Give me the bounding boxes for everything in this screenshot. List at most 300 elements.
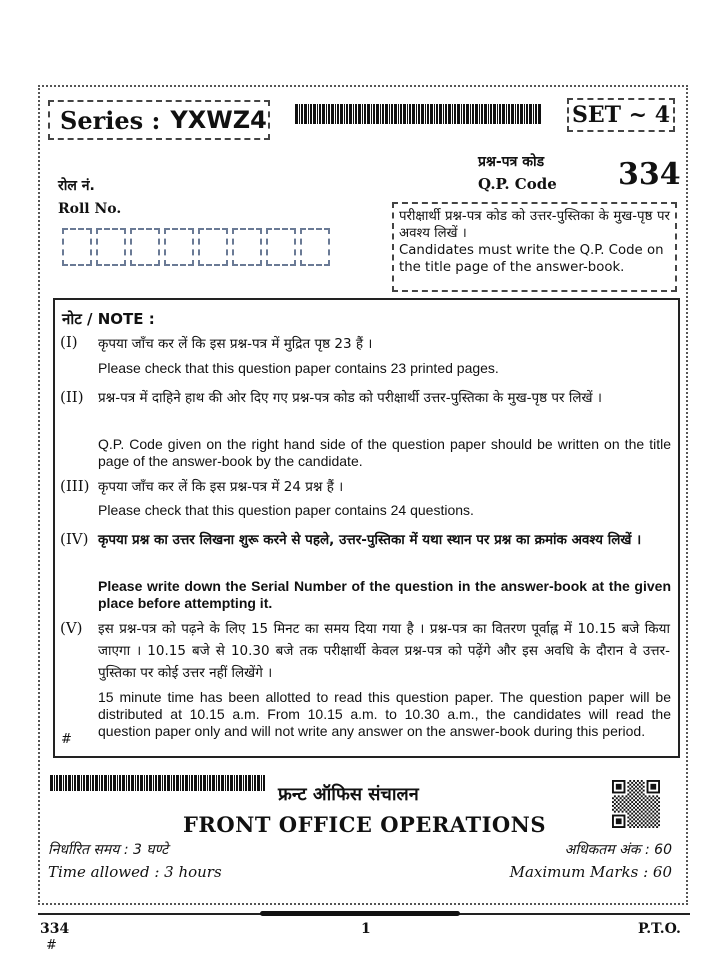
qr-module — [622, 799, 624, 801]
qr-module — [654, 813, 656, 815]
barcode-bar — [207, 775, 208, 791]
qr-module — [639, 813, 641, 815]
qr-module — [633, 807, 635, 809]
qr-module — [650, 809, 652, 811]
qr-module — [637, 780, 639, 782]
barcode-bar — [425, 104, 426, 124]
barcode-bar — [434, 104, 435, 124]
qr-module — [639, 801, 641, 803]
barcode-bar — [68, 775, 71, 791]
barcode-bar — [499, 104, 501, 124]
qr-module — [620, 801, 622, 803]
qr-module — [624, 801, 626, 803]
qr-module — [631, 801, 633, 803]
series-label: Series : — [60, 105, 161, 135]
qr-module — [656, 815, 658, 817]
barcode-bar — [511, 104, 514, 124]
qr-module — [645, 799, 647, 801]
barcode-bar — [439, 104, 442, 124]
qr-module — [629, 807, 631, 809]
barcode-bar — [131, 775, 134, 791]
qr-module — [645, 807, 647, 809]
qr-module — [612, 805, 614, 807]
qr-module — [631, 805, 633, 807]
series-value: YXWZ4 — [170, 106, 267, 134]
qr-module — [658, 824, 660, 826]
qr-module — [650, 824, 652, 826]
barcode-bar — [227, 775, 229, 791]
qr-module — [631, 813, 633, 815]
barcode-bar — [454, 104, 456, 124]
qr-module — [647, 801, 649, 803]
barcode-bar — [310, 104, 312, 124]
qr-module — [635, 824, 637, 826]
barcode-bar — [463, 104, 465, 124]
qr-module — [650, 784, 656, 790]
qr-module — [639, 820, 641, 822]
barcode-bar — [427, 104, 429, 124]
qr-module — [641, 807, 643, 809]
barcode-bar — [81, 775, 82, 791]
note-item-english: 15 minute time has been allotted to read this question paper. The question paper will be distributed at 10.15 a.m. From 10.15 a.m. to 10.30 a.m., the candidates will read the question paper only and will not write any answer on the answer-book during this period. — [98, 689, 671, 739]
qr-module — [627, 793, 629, 795]
qr-module — [639, 816, 641, 818]
qr-module — [648, 822, 650, 824]
barcode-bar — [135, 775, 136, 791]
qr-module — [656, 807, 658, 809]
barcode-bar — [212, 775, 215, 791]
barcode-bar — [218, 775, 220, 791]
barcode-bar — [389, 104, 390, 124]
qr-module — [633, 822, 635, 824]
qr-module — [641, 795, 643, 797]
barcode-bar — [50, 775, 53, 791]
barcode-bar — [167, 775, 170, 791]
qr-module — [652, 803, 654, 805]
qr-module — [612, 797, 614, 799]
qr-module — [650, 816, 652, 818]
qr-module — [648, 818, 650, 820]
qr-module — [637, 815, 639, 817]
barcode-bar — [90, 775, 91, 791]
top-barcode — [295, 104, 542, 124]
qr-module — [641, 815, 643, 817]
barcode-bar — [328, 104, 330, 124]
barcode-bar — [481, 104, 483, 124]
qr-module — [641, 811, 643, 813]
barcode-bar — [506, 104, 507, 124]
barcode-bar — [493, 104, 496, 124]
qr-module — [650, 813, 652, 815]
barcode-bar — [245, 775, 247, 791]
barcode-bar — [340, 104, 343, 124]
qr-module — [629, 784, 631, 786]
barcode-bar — [319, 104, 321, 124]
barcode-bar — [385, 104, 388, 124]
barcode-bar — [394, 104, 397, 124]
barcode-bar — [373, 104, 375, 124]
barcode-bar — [326, 104, 327, 124]
barcode-bar — [508, 104, 510, 124]
barcode-bar — [155, 775, 157, 791]
barcode-bar — [322, 104, 325, 124]
qr-module — [635, 793, 637, 795]
roll-digit-box[interactable] — [62, 228, 92, 266]
barcode-bar — [144, 775, 145, 791]
qr-module — [633, 803, 635, 805]
qr-module — [633, 795, 635, 797]
qr-module — [629, 799, 631, 801]
barcode-bar — [261, 775, 262, 791]
barcode-bar — [137, 775, 139, 791]
barcode-bar — [421, 104, 424, 124]
barcode-bar — [54, 775, 55, 791]
qr-module — [635, 786, 637, 788]
barcode-bar — [119, 775, 121, 791]
qr-module — [627, 824, 629, 826]
qr-module — [625, 795, 627, 797]
qr-module — [633, 818, 635, 820]
qr-module — [629, 815, 631, 817]
qr-module — [658, 813, 660, 815]
qr-module — [639, 782, 641, 784]
barcode-bar — [263, 775, 265, 791]
qr-module — [616, 784, 622, 790]
barcode-bar — [391, 104, 393, 124]
qr-module — [618, 795, 620, 797]
barcode-bar — [216, 775, 217, 791]
qr-module — [633, 792, 635, 794]
roll-digit-box[interactable] — [300, 228, 330, 266]
qr-module — [645, 811, 647, 813]
qr-module — [654, 809, 656, 811]
note-title: नोट / NOTE : — [62, 310, 155, 328]
qr-module — [650, 805, 652, 807]
set-box — [567, 98, 675, 132]
qr-module — [629, 811, 631, 813]
qr-module — [641, 822, 643, 824]
barcode-bar — [472, 104, 474, 124]
time-allowed: Time allowed : 3 hours — [48, 863, 222, 881]
note-item-number: (I) — [60, 333, 78, 351]
barcode-bar — [335, 104, 336, 124]
barcode-bar — [517, 104, 519, 124]
barcode-bar — [189, 775, 190, 791]
barcode-bar — [362, 104, 363, 124]
qr-module — [645, 815, 647, 817]
qr-module — [645, 803, 647, 805]
qr-module — [635, 790, 637, 792]
barcode-bar — [191, 775, 193, 791]
qr-module — [612, 809, 614, 811]
qr-module — [641, 784, 643, 786]
qr-module — [618, 803, 620, 805]
qr-module — [616, 805, 618, 807]
barcode-bar — [436, 104, 438, 124]
qr-module — [637, 826, 639, 828]
barcode-bar — [63, 775, 64, 791]
qr-module — [631, 797, 633, 799]
barcode-bar — [538, 104, 541, 124]
qr-module — [629, 803, 631, 805]
qr-module — [647, 809, 649, 811]
barcode-bar — [502, 104, 505, 124]
qr-module — [625, 799, 627, 801]
qr-module — [637, 788, 639, 790]
barcode-bar — [56, 775, 58, 791]
qp-code-instruction-box — [392, 202, 677, 292]
page-number: 1 — [361, 921, 371, 937]
barcode-bar — [367, 104, 370, 124]
barcode-bar — [176, 775, 179, 791]
qr-module — [658, 816, 660, 818]
barcode-bar — [371, 104, 372, 124]
qr-module — [627, 797, 629, 799]
qr-module — [631, 824, 633, 826]
barcode-bar — [153, 775, 154, 791]
barcode-bar — [248, 775, 251, 791]
qr-module — [656, 811, 658, 813]
barcode-bar — [236, 775, 238, 791]
barcode-bar — [344, 104, 345, 124]
qr-module — [652, 807, 654, 809]
qp-code-value: 334 — [618, 157, 681, 192]
barcode-bar — [490, 104, 492, 124]
qr-module — [656, 799, 658, 801]
barcode-bar — [529, 104, 532, 124]
footer-hash: # — [46, 938, 57, 953]
barcode-bar — [398, 104, 399, 124]
barcode-bar — [418, 104, 420, 124]
qr-module — [637, 799, 639, 801]
qr-module — [631, 816, 633, 818]
qr-module — [643, 813, 645, 815]
barcode-bar — [382, 104, 384, 124]
barcode-bar — [526, 104, 528, 124]
barcode-bar — [243, 775, 244, 791]
roll-digit-box[interactable] — [96, 228, 126, 266]
qr-module — [637, 795, 639, 797]
barcode-bar — [180, 775, 181, 791]
qr-module — [614, 803, 616, 805]
qr-module — [645, 826, 647, 828]
barcode-bar — [412, 104, 415, 124]
qr-module — [650, 820, 652, 822]
note-item-english: Please check that this question paper contains 23 printed pages. — [98, 360, 499, 376]
barcode-bar — [535, 104, 537, 124]
qr-module — [643, 786, 645, 788]
qr-module — [625, 811, 627, 813]
qp-code-instruction-hindi: परीक्षार्थी प्रश्न-पत्र कोड को उत्तर-पुस्तिका के मुख-पृष्ठ पर अवश्य लिखें । — [399, 209, 670, 241]
barcode-bar — [353, 104, 354, 124]
roll-digit-box[interactable] — [130, 228, 160, 266]
qr-module — [639, 824, 641, 826]
barcode-bar — [337, 104, 339, 124]
qr-module — [643, 793, 645, 795]
qr-module — [618, 807, 620, 809]
roll-digit-box[interactable] — [198, 228, 228, 266]
barcode-bar — [72, 775, 73, 791]
barcode-bar — [355, 104, 357, 124]
qr-module — [633, 826, 635, 828]
note-item-hindi: इस प्रश्न-पत्र को पढ़ने के लिए 15 मिनट का समय दिया गया है । प्रश्न-पत्र का वितरण पूर्वाह्न में 10.15 बजे किया जाएगा । 10.15 बजे से 10.30 बजे तक परीक्षार्थी केवल प्रश्न-पत्र को पढ़ेंगे और इस अवधि के दौरान वे उत्तर-पुस्तिका पर कोई उत्तर नहीं लिखेंगे । — [98, 621, 670, 681]
barcode-bar — [470, 104, 471, 124]
note-item-english: Q.P. Code given on the right hand side of the question paper should be written on the title page of the answer-book by the candidate. — [98, 436, 671, 469]
barcode-bar — [443, 104, 444, 124]
set-label: SET ~ 4 — [571, 102, 671, 128]
qr-module — [629, 795, 631, 797]
barcode-bar — [358, 104, 361, 124]
barcode-bar — [313, 104, 316, 124]
roll-digit-box[interactable] — [232, 228, 262, 266]
barcode-bar — [198, 775, 199, 791]
barcode-bar — [77, 775, 80, 791]
qr-module — [635, 813, 637, 815]
qr-module — [624, 805, 626, 807]
qr-module — [639, 809, 641, 811]
barcode-bar — [524, 104, 525, 124]
qr-module — [633, 784, 635, 786]
barcode-bar — [484, 104, 487, 124]
barcode-bar — [400, 104, 402, 124]
qr-module — [648, 795, 650, 797]
barcode-bar — [117, 775, 118, 791]
qr-module — [645, 822, 647, 824]
qr-module — [658, 801, 660, 803]
qr-module — [641, 799, 643, 801]
barcode-bar — [126, 775, 127, 791]
barcode-bar — [295, 104, 298, 124]
qp-code-label-hindi: प्रश्न-पत्र कोड — [478, 154, 545, 170]
qr-module — [654, 824, 656, 826]
roll-digit-box[interactable] — [266, 228, 296, 266]
qr-module — [631, 786, 633, 788]
qr-module — [629, 818, 631, 820]
roll-digit-box[interactable] — [164, 228, 194, 266]
qr-module — [612, 801, 614, 803]
barcode-bar — [113, 775, 116, 791]
barcode-bar — [445, 104, 447, 124]
note-item-number: (IV) — [60, 530, 89, 548]
qr-module — [654, 820, 656, 822]
footer-rule-accent — [260, 911, 460, 916]
subject-title: FRONT OFFICE OPERATIONS — [183, 812, 547, 837]
qr-module — [648, 807, 650, 809]
barcode-bar — [149, 775, 152, 791]
barcode-bar — [158, 775, 161, 791]
barcode-bar — [99, 775, 100, 791]
qr-module — [614, 795, 616, 797]
qr-module — [643, 809, 645, 811]
qr-module — [656, 818, 658, 820]
qr-module — [614, 799, 616, 801]
qr-module — [652, 815, 654, 817]
barcode-bar — [452, 104, 453, 124]
qr-module — [637, 818, 639, 820]
roll-label: Roll No. — [58, 201, 122, 217]
qr-module — [627, 782, 629, 784]
barcode-bar — [104, 775, 107, 791]
maximum-marks: Maximum Marks : 60 — [509, 863, 672, 881]
barcode-bar — [239, 775, 242, 791]
roll-number-boxes[interactable] — [62, 228, 334, 266]
qr-module — [648, 826, 650, 828]
qr-module — [645, 818, 647, 820]
barcode-bar — [479, 104, 480, 124]
qr-module — [627, 801, 629, 803]
barcode-bar — [380, 104, 381, 124]
qr-module — [620, 805, 622, 807]
qr-module — [643, 790, 645, 792]
qr-module — [643, 797, 645, 799]
footer-code: 334 — [40, 921, 70, 937]
qr-module — [624, 797, 626, 799]
barcode-bar — [140, 775, 143, 791]
barcode-bar — [317, 104, 318, 124]
barcode-bar — [254, 775, 256, 791]
barcode-bar — [83, 775, 85, 791]
qr-module — [633, 780, 635, 782]
barcode-bar — [128, 775, 130, 791]
barcode-bar — [466, 104, 469, 124]
qr-module — [633, 799, 635, 801]
qr-module — [656, 795, 658, 797]
qr-module — [652, 826, 654, 828]
qr-module — [631, 782, 633, 784]
qr-module — [654, 801, 656, 803]
qr-module — [656, 803, 658, 805]
qp-code-label: Q.P. Code — [478, 175, 557, 193]
barcode-bar — [364, 104, 366, 124]
note-item-hindi: कृपया जाँच कर लें कि इस प्रश्न-पत्र में मुद्रित पृष्ठ 23 हैं । — [98, 336, 373, 352]
qr-module — [624, 809, 626, 811]
qr-module — [639, 793, 641, 795]
barcode-bar — [74, 775, 76, 791]
qr-module — [633, 815, 635, 817]
qr-module — [652, 811, 654, 813]
qr-module — [627, 809, 629, 811]
barcode-bar — [173, 775, 175, 791]
qr-module — [631, 809, 633, 811]
qr-module — [648, 799, 650, 801]
qr-module — [647, 813, 649, 815]
qr-module — [652, 795, 654, 797]
qr-module — [627, 813, 629, 815]
barcode-bar — [403, 104, 406, 124]
qr-module — [635, 809, 637, 811]
barcode-bar — [497, 104, 498, 124]
qr-module — [648, 811, 650, 813]
barcode-bar — [110, 775, 112, 791]
barcode-bar — [122, 775, 125, 791]
barcode-bar — [533, 104, 534, 124]
qr-module — [616, 809, 618, 811]
qr-module — [647, 805, 649, 807]
qr-module — [635, 797, 637, 799]
qr-module — [639, 805, 641, 807]
note-item-hindi: कृपया प्रश्न का उत्तर लिखना शुरू करने से पहले, उत्तर-पुस्तिका में यथा स्थान पर प्रश्न का क्रमांक अवश्य लिखें । — [98, 532, 642, 548]
qr-module — [643, 801, 645, 803]
qr-module — [635, 782, 637, 784]
qr-module — [641, 818, 643, 820]
hash-mark: # — [61, 732, 72, 747]
barcode-bar — [520, 104, 523, 124]
barcode-bar — [488, 104, 489, 124]
qp-code-instruction: Candidates must write the Q.P. Code on the title page of the answer-book. — [399, 243, 664, 275]
qr-module — [643, 816, 645, 818]
qr-module — [629, 788, 631, 790]
qr-module — [658, 809, 660, 811]
